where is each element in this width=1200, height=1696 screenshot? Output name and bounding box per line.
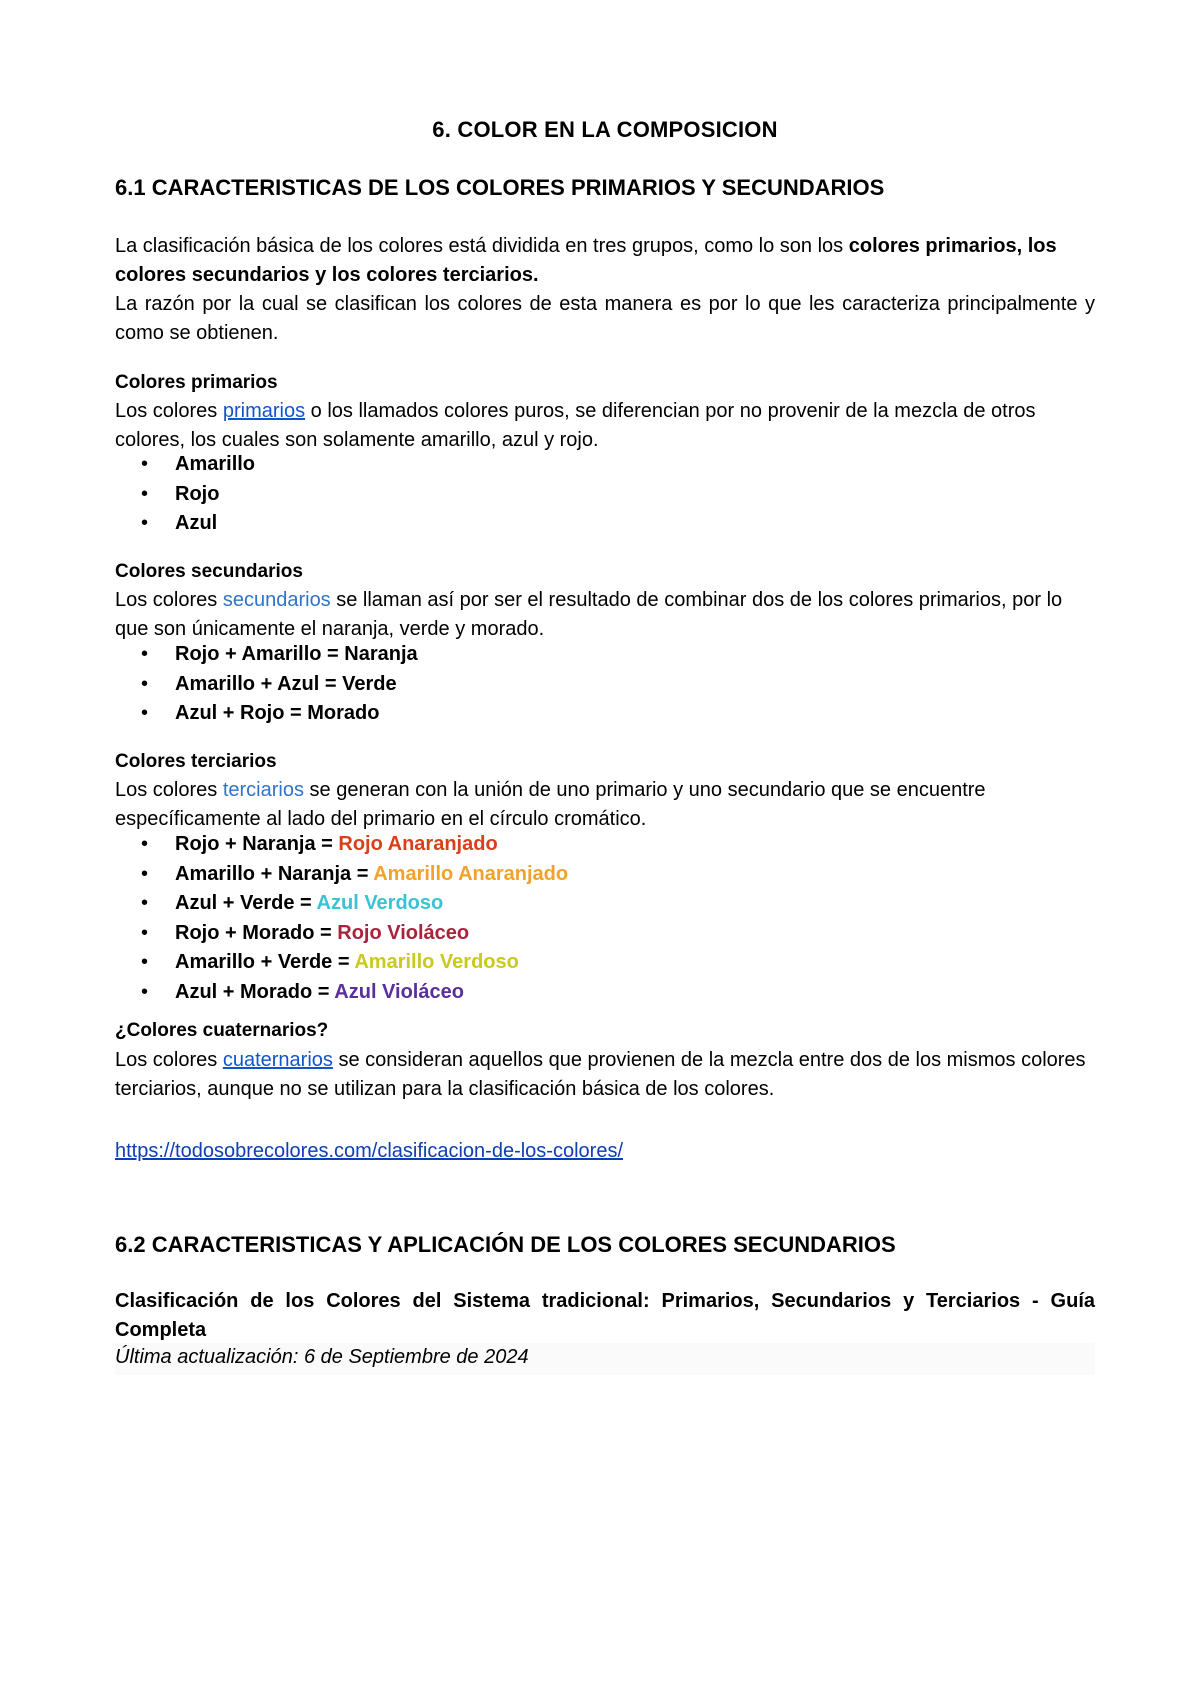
- list-item: [115, 699, 418, 729]
- cuaternarios-text-after: se consideran aquellos que provienen de la mezcla entre dos de los mismos colores terciarios, aunque no se utilizan para la clasificación básica de los colores.: [115, 1049, 1086, 1100]
- formula-text: Rojo + Morado =: [175, 921, 338, 944]
- bullet-icon: •: [141, 482, 149, 505]
- secundarios-text-after: se llaman así por ser el resultado de combinar dos de los colores primarios, por lo que son únicamente el naranja, verde y morado.: [115, 589, 1063, 640]
- terciarios-text-after: se generan con la unión de uno primario y uno secundario que se encuentre específicamente al lado del primario en el círculo cromático.: [115, 779, 986, 830]
- primarios-text-after: o los llamados colores puros, se diferencian por no provenir de la mezcla de otros colores, los cuales son solamente amarillo, azul y rojo.: [115, 400, 1036, 451]
- list-item-text: Amarillo: [175, 453, 256, 475]
- intro-bold-text: colores primarios, los colores secundarios y los colores terciarios.: [115, 235, 1057, 286]
- terciarios-link[interactable]: terciarios: [222, 779, 304, 801]
- subheading-terciarios: Colores terciarios: [115, 751, 277, 772]
- result-text: Rojo Anaranjado: [338, 833, 498, 855]
- section-heading-6-2: 6.2 CARACTERISTICAS Y APLICACIÓN DE LOS COLORES SECUNDARIOS: [115, 1232, 896, 1257]
- paragraph-cuaternarios: [115, 1046, 1095, 1104]
- paragraph-terciarios: [115, 776, 1095, 834]
- result-text: Rojo Violáceo: [337, 921, 470, 944]
- list-item-text: Rojo + Amarillo = Naranja: [175, 643, 418, 665]
- bullet-icon: •: [141, 643, 149, 665]
- bullet-icon: •: [141, 921, 149, 944]
- paragraph-secundarios: [115, 586, 1095, 644]
- list-item: [115, 830, 568, 860]
- result-text: Amarillo Anaranjado: [373, 862, 569, 885]
- formula-text: Amarillo + Naranja =: [175, 862, 374, 885]
- list-item: [115, 640, 418, 670]
- list-item: [115, 978, 568, 1008]
- list-item: [115, 509, 255, 539]
- list-item: [115, 480, 255, 510]
- bullet-icon: •: [141, 453, 149, 475]
- list-item: [115, 860, 568, 890]
- section-heading-6-1: 6.1 CARACTERISTICAS DE LOS COLORES PRIMARIOS Y SECUNDARIOS: [115, 175, 885, 200]
- list-item-text: Azul: [175, 512, 218, 534]
- primarios-text-before: Los colores: [115, 400, 223, 422]
- bullet-icon: •: [141, 951, 149, 973]
- list-item-text: Rojo: [175, 482, 220, 505]
- document-title: 6. COLOR EN LA COMPOSICION: [432, 117, 778, 142]
- intro-paragraph: [115, 232, 1095, 290]
- bullet-icon: •: [141, 512, 149, 534]
- secundarios-text-before: Los colores: [115, 589, 223, 611]
- subheading-cuaternarios: ¿Colores cuaternarios?: [115, 1020, 329, 1041]
- terciarios-list: [115, 830, 568, 1007]
- secundarios-list: [115, 640, 418, 729]
- bullet-icon: •: [141, 833, 149, 855]
- list-item-text: Azul + Rojo = Morado: [175, 702, 380, 724]
- cuaternarios-text-before: Los colores: [115, 1049, 223, 1071]
- formula-text: Azul + Morado =: [175, 980, 335, 1003]
- source-link[interactable]: https://todosobrecolores.com/clasificacion-de-los-colores/: [115, 1140, 623, 1162]
- result-text: Azul Verdoso: [316, 892, 444, 914]
- formula-text: Azul + Verde =: [175, 892, 317, 914]
- primarios-link[interactable]: primarios: [222, 400, 306, 422]
- bullet-icon: •: [141, 892, 149, 914]
- formula-text: Rojo + Naranja =: [175, 833, 339, 855]
- intro-text: La clasificación básica de los colores está dividida en tres grupos, como lo son los: [115, 235, 849, 257]
- result-text: Azul Violáceo: [334, 980, 464, 1003]
- paragraph-primarios: [115, 397, 1095, 455]
- list-item: [115, 450, 255, 480]
- guide-title: Clasificación de los Colores del Sistema tradicional: Primarios, Secundarios y Terciarios - Guía Completa: [115, 1290, 1095, 1341]
- terciarios-text-before: Los colores: [115, 779, 223, 801]
- last-updated: Última actualización: 6 de Septiembre de 2024: [115, 1343, 1095, 1375]
- result-text: Amarillo Verdoso: [354, 951, 519, 973]
- bullet-icon: •: [141, 672, 149, 695]
- list-item-text: Amarillo + Azul = Verde: [175, 672, 397, 695]
- bullet-icon: •: [141, 702, 149, 724]
- intro-paragraph-2: La razón por la cual se clasifican los colores de esta manera es por lo que les caracteriza principalmente y como se obtienen.: [115, 293, 1095, 344]
- subheading-primarios: Colores primarios: [115, 372, 278, 393]
- primarios-list: [115, 450, 255, 539]
- subheading-secundarios: Colores secundarios: [115, 561, 303, 582]
- list-item: [115, 919, 568, 949]
- list-item: [115, 889, 568, 919]
- cuaternarios-link[interactable]: cuaternarios: [222, 1049, 333, 1071]
- list-item: [115, 670, 418, 700]
- bullet-icon: •: [141, 980, 149, 1003]
- secundarios-link[interactable]: secundarios: [222, 589, 331, 611]
- formula-text: Amarillo + Verde =: [175, 951, 355, 973]
- bullet-icon: •: [141, 862, 149, 885]
- list-item: [115, 948, 568, 978]
